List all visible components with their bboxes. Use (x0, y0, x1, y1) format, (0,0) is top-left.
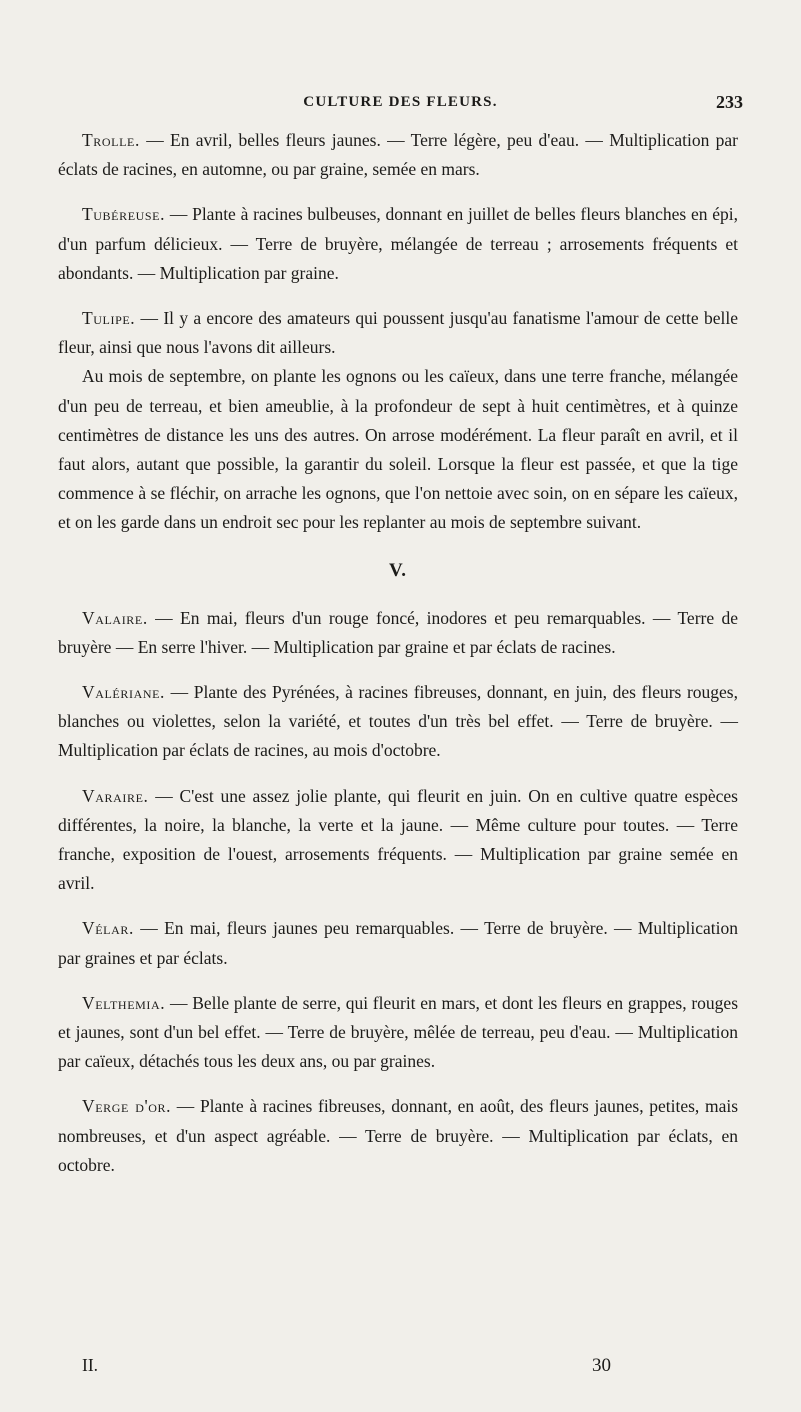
entry-valaire (58, 604, 738, 662)
entry-term: Trolle. (82, 130, 140, 150)
entry-text: — En mai, fleurs d'un rouge foncé, inodores et peu remarquables. — Terre de bruyère — En serre l'hiver. — Multiplication par graine et par éclats de racines. (58, 607, 738, 657)
entry-verge-dor (58, 1092, 738, 1180)
entry-text: — Il y a encore des amateurs qui poussent jusqu'au fanatisme l'amour de cette belle fleur, ainsi que nous l'avons dit ailleurs. (58, 308, 738, 358)
entry-text: — Plante à racines fibreuses, donnant, en août, des fleurs jaunes, petites, mais nombreuses, et d'un aspect agréable. — Terre de bruyère. — Multiplication par éclats, en octobre. (58, 1096, 739, 1175)
entry-tulipe (58, 304, 738, 362)
entry-term: Valaire. (82, 607, 148, 628)
entry-term: Velthemia. (82, 992, 166, 1013)
tulipe-paragraph-2: Au mois de septembre, on plante les ognons ou les caïeux, dans une terre franche, mélangée d'un peu de terreau, et bien ameublie, à la profondeur de sept à huit centimètres, et à quinze centimètres de distance les uns des autres. On arrose modérément. La fleur paraît en avril, et il faut alors, autant que possible, la garantir du soleil. Lorsque la fleur est passée, et que la tige commence à se fléchir, on arrache les ognons, que l'on nettoie avec soin, on en sépare les caïeux, et on les garde dans un endroit sec pour les replanter au mois de septembre suivant. (58, 366, 738, 533)
entry-term: Tulipe. (82, 308, 136, 329)
entry-velar (58, 914, 738, 972)
section-heading: V. (388, 559, 408, 581)
running-title: CULTURE DES FLEURS. (303, 94, 498, 110)
entry-trolle (58, 126, 738, 184)
entry-text: — Plante des Pyrénées, à racines fibreuses, donnant, en juin, des fleurs rouges, blanches ou violettes, selon la variété, et toutes d'un très bel effet. — Terre de bruyère. — Multiplication par éclats de racines, au mois d'octobre. (58, 682, 738, 761)
entry-term: Verge d'or. (82, 1096, 172, 1117)
signature-mark: II. (82, 1355, 99, 1375)
entry-tubereuse (58, 200, 738, 288)
entry-term: Tubéreuse. (82, 204, 166, 225)
sheet-number: 30 (592, 1355, 611, 1376)
entry-term: Vélar. (82, 918, 134, 939)
entry-term: Varaire. (82, 785, 149, 806)
entry-text: — En mai, fleurs jaunes peu remarquables. — Terre de bruyère. — Multiplication par graines et par éclats. (58, 918, 738, 968)
entry-varaire (58, 782, 738, 899)
entry-text: — Plante à racines bulbeuses, donnant en juillet de belles fleurs blanches en épi, d'un parfum délicieux. — Terre de bruyère, mélangée de terreau ; arrosements fréquents et abondants. — Multiplication par graine. (58, 204, 738, 283)
entry-text: — En avril, belles fleurs jaunes. — Terre légère, peu d'eau. — Multiplication par éclats de racines, en automne, ou par graine, semée en mars. (58, 130, 738, 180)
entry-velthemia (58, 989, 738, 1077)
entry-valeriane (58, 678, 738, 766)
running-head (0, 94, 801, 118)
entry-term: Valériane. (82, 682, 166, 703)
page-number: 233 (716, 92, 743, 112)
body-text (58, 126, 738, 1180)
entry-text: — C'est une assez jolie plante, qui fleurit en juin. On en cultive quatre espèces différentes, la noire, la blanche, la verte et la jaune. — Même culture pour toutes. — Terre franche, exposition de l'ouest, arrosements fréquents. — Multiplication par graine semée en avril. (58, 785, 738, 894)
entry-text: — Belle plante de serre, qui fleurit en mars, et dont les fleurs en grappes, rouges et jaunes, sont d'un bel effet. — Terre de bruyère, mêlée de terreau, peu d'eau. — Multiplication par caïeux, détachés tous les deux ans, ou par graines. (58, 992, 738, 1072)
